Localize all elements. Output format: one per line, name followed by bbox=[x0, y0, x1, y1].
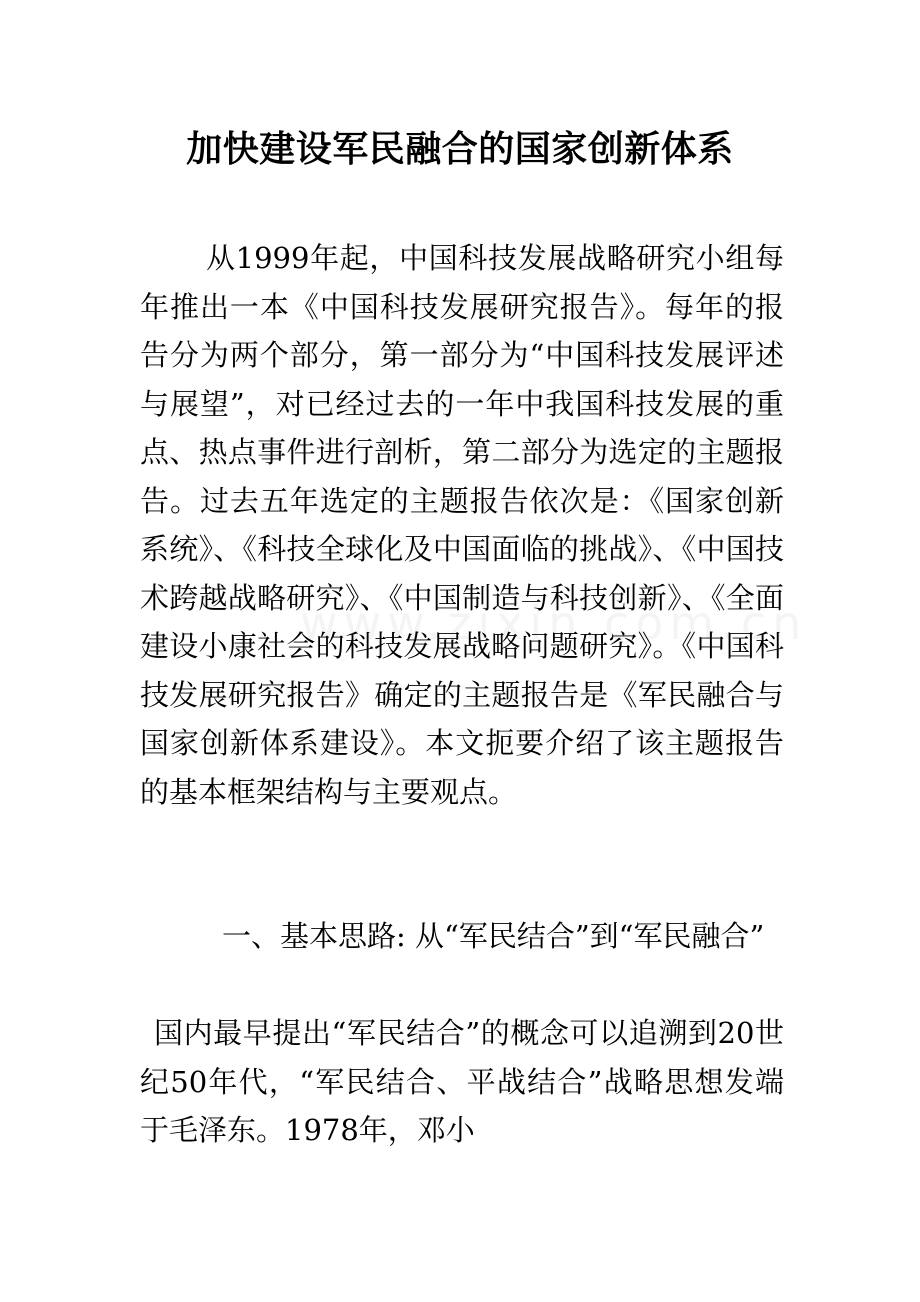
document-title: 加快建设军民融合的国家创新体系 bbox=[186, 128, 734, 170]
paragraph-section-one: 国内最早提出“军民结合”的概念可以追溯到20世纪50年代，“军民结合、平战结合”战略思想发端于毛泽东。1978年，邓小 bbox=[140, 1016, 784, 1147]
paragraph-intro: 从1999年起，中国科技发展战略研究小组每年推出一本《中国科技发展研究报告》。每年的报告分为两个部分，第一部分为“中国科技发展评述与展望”，对已经过去的一年中我国科技发展的重点、热点事件进行剖析，第二部分为选定的主题报告。过去五年选定的主题报告依次是：《国家创新系统》、《科技全球化及中国面临的挑战》、《中国技术跨越战略研究》、《中国制造与科技创新》、《全面建设小康社会的科技发展战略问题研究》。《中国科技发展研究报告》确定的主题报告是《军民融合与国家创新体系建设》。本文扼要介绍了该主题报告的基本框架结构与主要观点。 bbox=[140, 241, 784, 809]
section-heading: 一、基本思路: 从“军民结合”到“军民融合” bbox=[222, 919, 765, 953]
